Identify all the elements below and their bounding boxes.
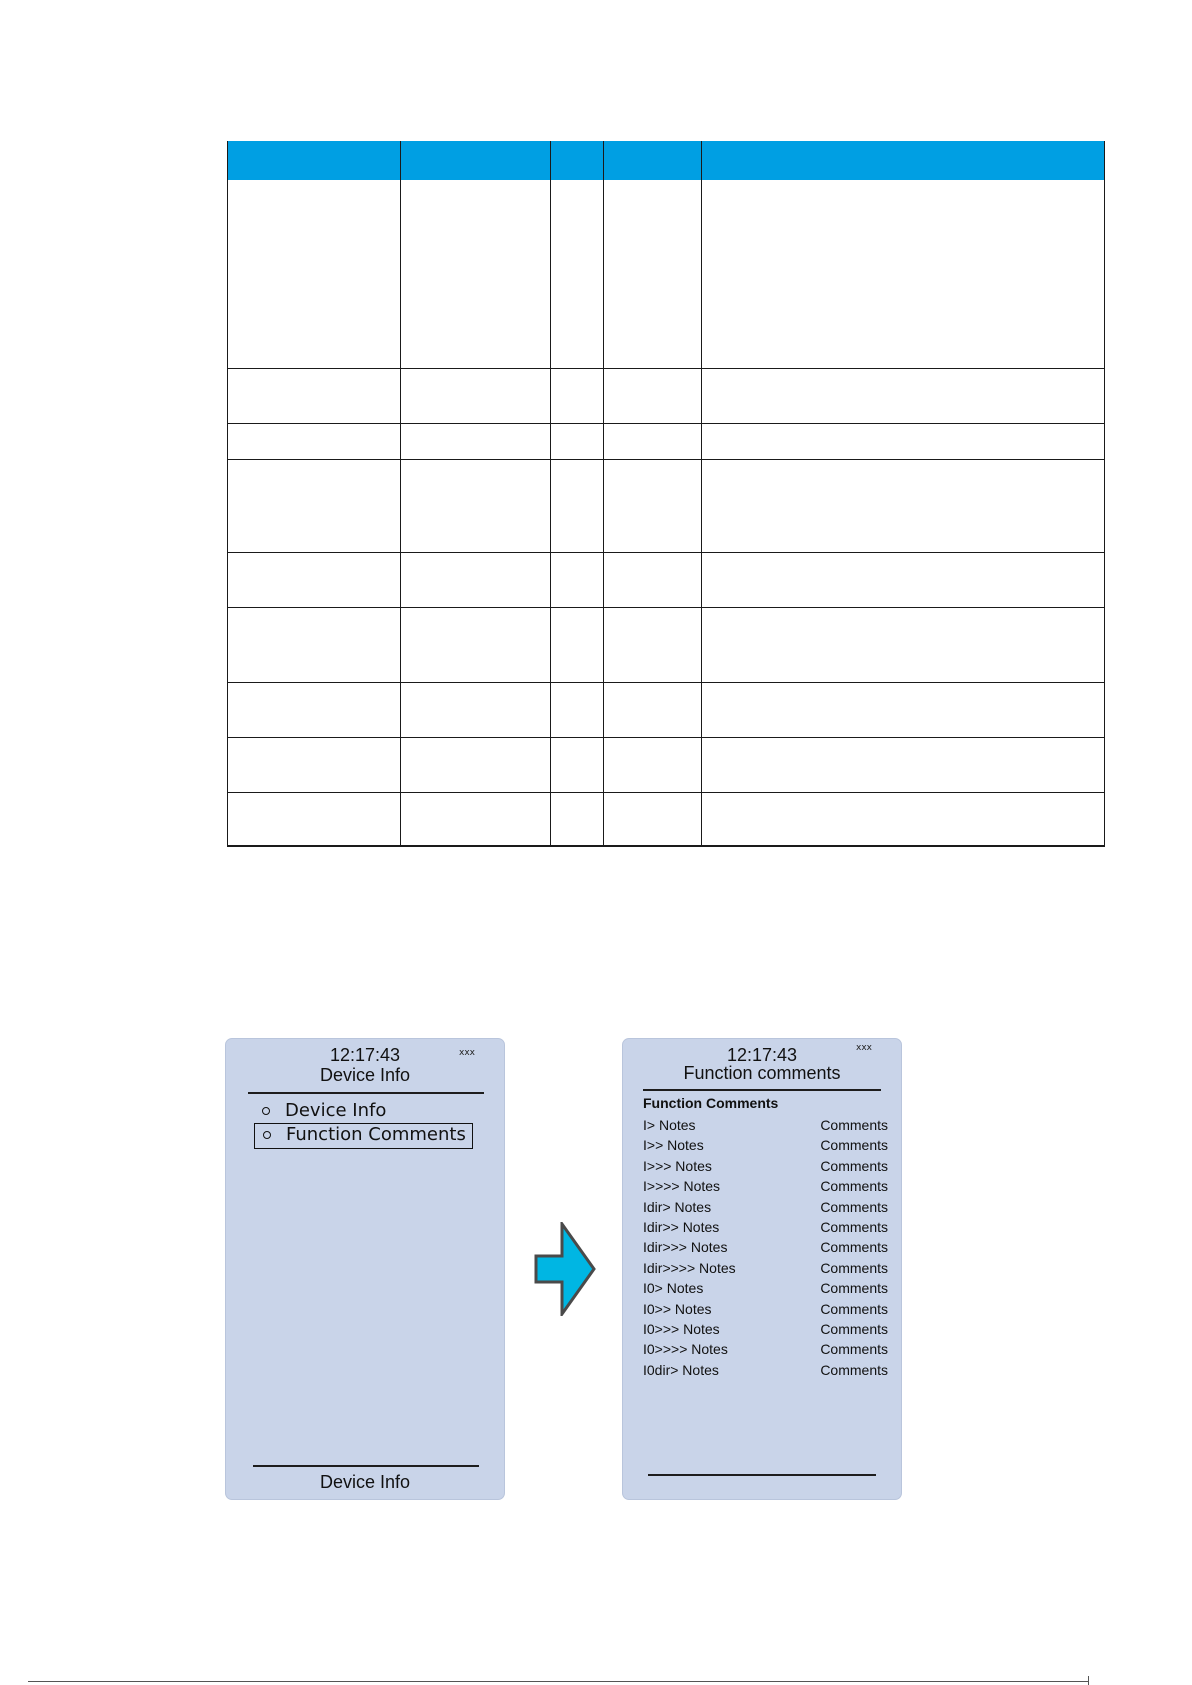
comments-value: Comments [820,1320,888,1337]
softkey-label[interactable]: Device Info [319,1472,411,1492]
screen-title: Device Info [319,1065,411,1085]
table-header-row [227,141,1105,180]
function-comments-list [643,1117,888,1382]
list-item[interactable] [643,1158,888,1178]
list-item[interactable] [643,1117,888,1137]
footer-divider [648,1474,876,1476]
list-item[interactable] [643,1321,888,1341]
table-column-divider [400,141,401,847]
comments-value: Comments [820,1259,888,1276]
function-notes-label: I0>>>> Notes [643,1341,728,1358]
comments-value: Comments [820,1117,888,1133]
list-item[interactable] [643,1301,888,1321]
function-notes-label: I>>>> Notes [643,1178,721,1195]
table-column-divider [227,141,228,847]
list-item[interactable] [643,1260,888,1280]
screen-title: Function comments [683,1063,841,1083]
table-column-divider [550,141,551,847]
comments-value: Comments [820,1280,888,1297]
device-screen-function-comments [622,1038,902,1500]
function-notes-label: I> Notes [643,1117,696,1133]
list-item[interactable] [643,1178,888,1198]
list-item[interactable] [643,1219,888,1239]
table-row-divider [227,682,1105,683]
function-notes-label: Idir>> Notes [643,1218,720,1235]
function-notes-label: I>> Notes [643,1137,704,1154]
parameter-table [227,141,1105,847]
function-notes-label: Idir>>> Notes [643,1239,728,1256]
function-notes-label: Idir> Notes [643,1198,712,1215]
title-divider [643,1089,881,1091]
comments-value: Comments [820,1178,888,1195]
table-row-divider [227,737,1105,738]
list-item[interactable] [643,1199,888,1219]
list-item[interactable] [643,1137,888,1157]
comments-value: Comments [820,1218,888,1235]
function-notes-label: I0> Notes [643,1280,704,1297]
clock-time: 12:17:43 [329,1045,401,1065]
table-row-divider [227,552,1105,553]
function-notes-label: I0>> Notes [643,1300,712,1317]
table-column-divider [1104,141,1105,847]
title-divider [248,1092,484,1094]
comments-value: Comments [820,1300,888,1317]
table-row-divider [227,607,1105,608]
section-heading: Function Comments [643,1095,779,1111]
status-badge: xxx [459,1048,475,1058]
menu-item-label: Device Info [285,1100,387,1121]
function-notes-label: Idir>>>> Notes [643,1259,736,1276]
comments-value: Comments [820,1239,888,1256]
function-notes-label: I0>>> Notes [643,1320,720,1337]
page-bottom-tick [1088,1676,1089,1685]
list-item[interactable] [643,1239,888,1259]
list-item[interactable] [643,1280,888,1300]
circle-bullet-icon [263,1131,271,1139]
list-item[interactable] [643,1362,888,1382]
menu-item-function-comments[interactable] [254,1123,473,1149]
comments-value: Comments [820,1341,888,1358]
comments-value: Comments [820,1198,888,1215]
clock-time: 12:17:43 [726,1045,798,1065]
table-row-divider [227,368,1105,369]
footer-divider [253,1465,479,1467]
menu-item-device-info[interactable] [254,1100,474,1124]
right-arrow-icon [534,1222,596,1316]
comments-value: Comments [820,1361,888,1378]
list-item[interactable] [643,1341,888,1361]
table-body-frame [227,180,1105,846]
table-row-divider [227,423,1105,424]
device-screen-device-info [225,1038,505,1500]
table-row-divider [227,459,1105,460]
function-notes-label: I0dir> Notes [643,1361,719,1378]
circle-bullet-icon [262,1107,270,1115]
menu-item-label: Function Comments [286,1124,466,1145]
table-column-divider [701,141,702,847]
status-badge: xxx [856,1043,872,1053]
function-notes-label: I>>> Notes [643,1157,712,1174]
page-bottom-rule [28,1681,1088,1682]
comments-value: Comments [820,1137,888,1154]
table-row-divider [227,792,1105,793]
table-column-divider [603,141,604,847]
comments-value: Comments [820,1157,888,1174]
table-row-divider [227,846,1105,847]
